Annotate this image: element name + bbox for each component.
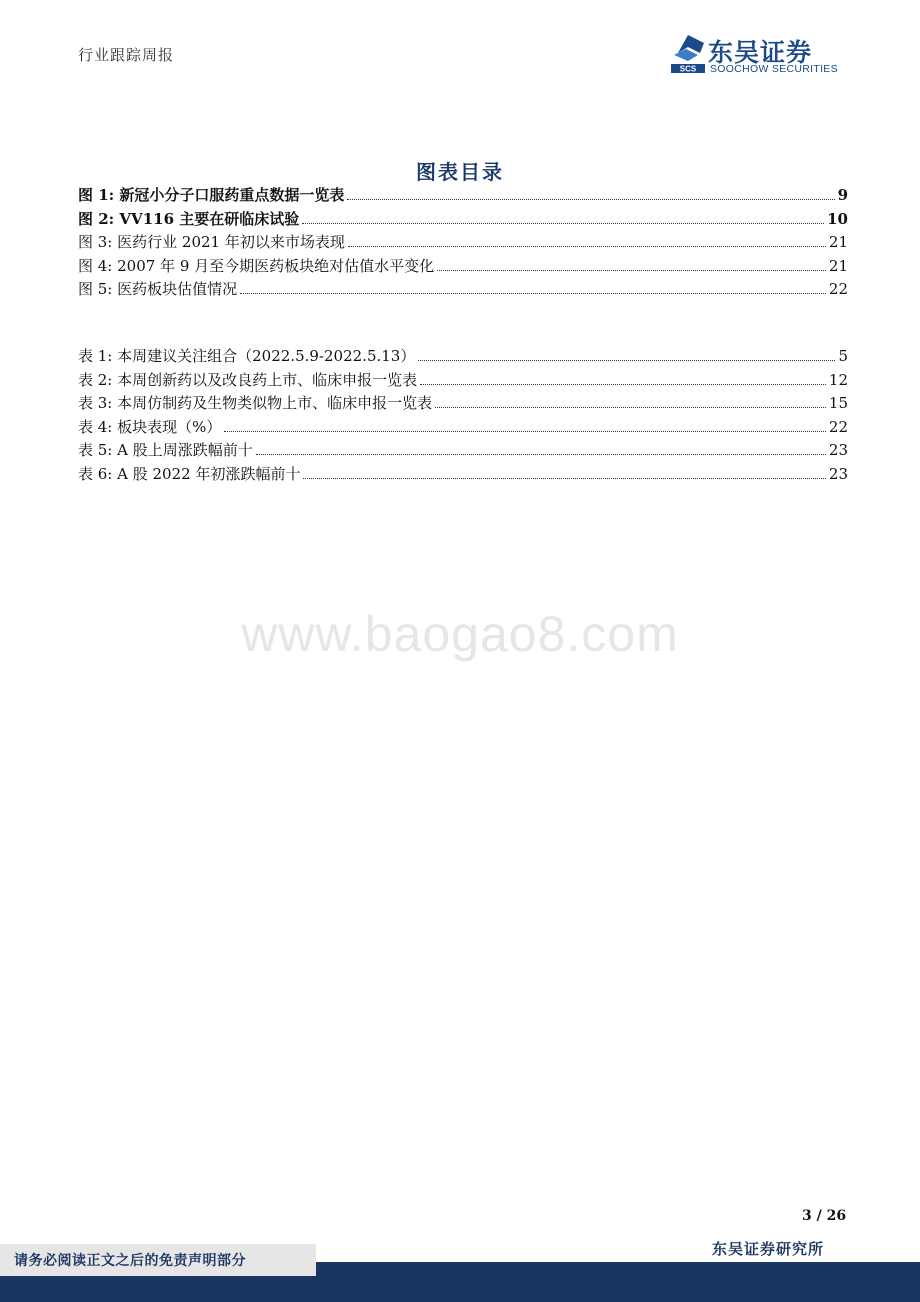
leader-dots: [240, 283, 826, 294]
toc-entry-label: 表 4: 板块表现（%）: [78, 417, 222, 436]
toc-entry-label: 表 2: 本周创新药以及改良药上市、临床申报一览表: [78, 370, 418, 389]
page-number: 3 / 26: [802, 1208, 847, 1224]
toc-entry-page: 12: [828, 370, 848, 389]
disclaimer-text: 请务必阅读正文之后的免责声明部分: [14, 1253, 246, 1269]
toc-entry-page: 21: [828, 233, 848, 251]
watermark: www.baogao8.com: [241, 606, 679, 662]
figure-list: [78, 184, 848, 302]
toc-entry-page: 23: [828, 441, 848, 459]
svg-text:SCS: SCS: [679, 64, 697, 74]
toc-entry-figure-2[interactable]: [78, 208, 848, 232]
leader-dots: [348, 236, 826, 247]
toc-title: 图表目录: [416, 160, 504, 184]
toc-entry-label: 图 2: VV116 主要在研临床试验: [78, 209, 300, 228]
toc-entry-page: 22: [828, 280, 848, 298]
toc-entry-page: 10: [827, 209, 848, 228]
leader-dots: [347, 189, 834, 200]
toc-entry-label: 表 6: A 股 2022 年初涨跌幅前十: [78, 464, 301, 483]
leader-dots: [256, 444, 826, 455]
toc-entry-label: 图 1: 新冠小分子口服药重点数据一览表: [78, 186, 345, 204]
toc-entry-page: 22: [828, 417, 848, 436]
brand-name-cn: 东吴证券: [708, 38, 813, 67]
toc-entry-page: 9: [837, 186, 848, 204]
toc-entry-page: 5: [838, 347, 848, 365]
brand-logo: [670, 33, 860, 77]
toc-entry-label: 图 5: 医药板块估值情况: [78, 280, 238, 298]
toc-entry-label: 表 3: 本周仿制药及生物类似物上市、临床申报一览表: [78, 394, 433, 412]
toc-entry-table-2[interactable]: [78, 369, 848, 393]
toc-entry-table-1[interactable]: [78, 345, 848, 369]
toc-entry-label: 表 5: A 股上周涨跌幅前十: [78, 441, 253, 459]
leader-dots: [418, 350, 835, 361]
toc-entry-figure-5[interactable]: [78, 278, 848, 302]
scs-logo-icon: [670, 33, 706, 75]
toc-entry-page: 21: [828, 256, 848, 275]
report-type-label: 行业跟踪周报: [78, 46, 175, 64]
leader-dots: [420, 374, 826, 385]
toc-entry-label: 表 1: 本周建议关注组合（2022.5.9-2022.5.13）: [78, 347, 416, 365]
toc-entry-figure-1[interactable]: [78, 184, 848, 208]
toc-entry-table-5[interactable]: [78, 439, 848, 463]
toc-entry-table-4[interactable]: [78, 416, 848, 440]
leader-dots: [302, 213, 824, 224]
toc-entry-label: 图 4: 2007 年 9 月至今期医药板块绝对估值水平变化: [78, 256, 435, 275]
leader-dots: [435, 397, 826, 408]
toc-entry-figure-4[interactable]: [78, 255, 848, 279]
institute-name: 东吴证券研究所: [712, 1240, 825, 1258]
leader-dots: [303, 468, 825, 479]
toc-entry-table-3[interactable]: [78, 392, 848, 416]
toc-entry-page: 15: [828, 394, 848, 412]
leader-dots: [437, 260, 826, 271]
toc-entry-table-6[interactable]: [78, 463, 848, 487]
brand-name-en: SOOCHOW SECURITIES: [710, 63, 838, 75]
leader-dots: [224, 421, 826, 432]
toc-entry-label: 图 3: 医药行业 2021 年初以来市场表现: [78, 233, 345, 251]
table-list: [78, 345, 848, 486]
toc-entry-page: 23: [828, 464, 848, 483]
toc-entry-figure-3[interactable]: [78, 231, 848, 255]
